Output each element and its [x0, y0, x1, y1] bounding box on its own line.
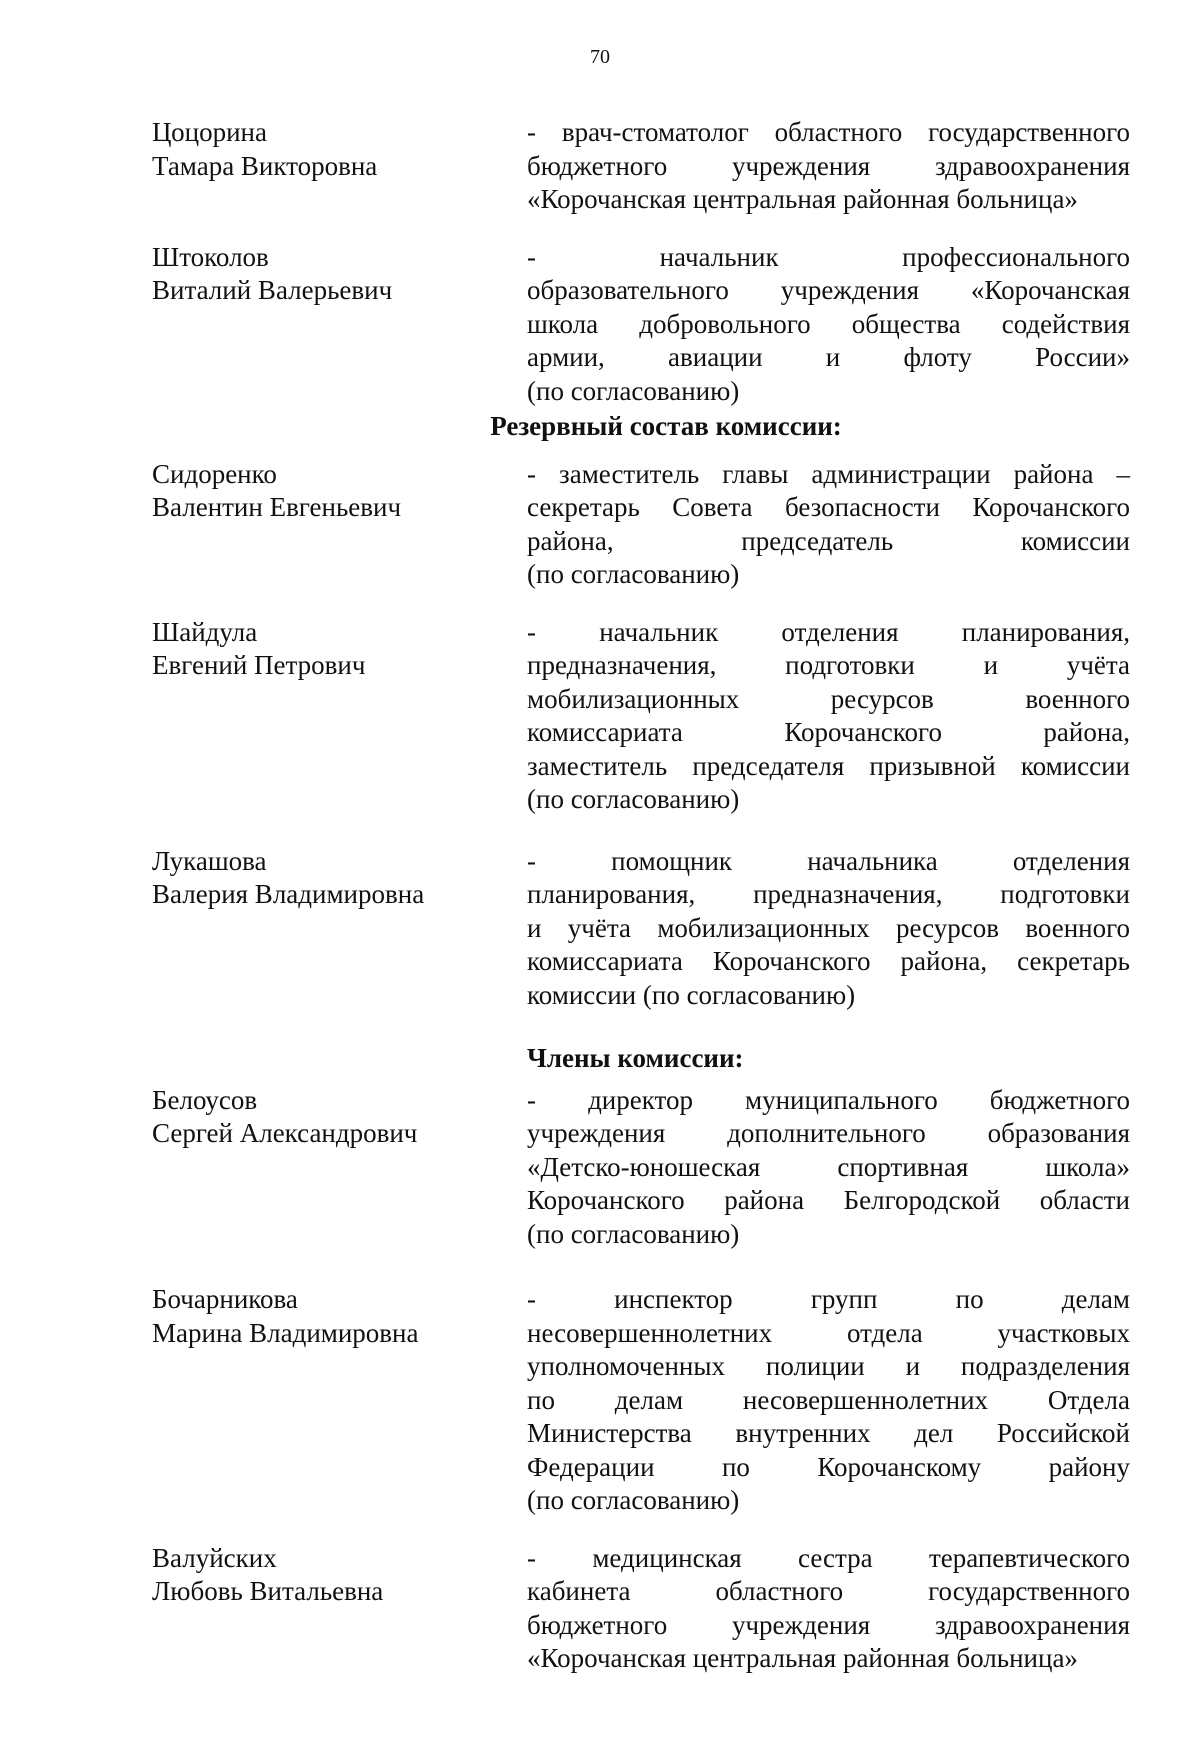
position-line: «Детско-юношеская спортивная школа»	[527, 1151, 1130, 1182]
position-line: школа добровольного общества содействия	[527, 308, 1130, 339]
position-line: Федерации по Корочанскому району	[527, 1451, 1130, 1482]
member-name	[152, 1283, 512, 1518]
position-line: «Корочанская центральная районная больница»	[527, 184, 1078, 214]
position-line: - директор муниципального бюджетного	[527, 1084, 1130, 1115]
member-surname: Штоколов	[152, 241, 269, 272]
member-given-names: Валерия Владимировна	[152, 879, 425, 909]
member-given-names: Любовь Витальевна	[152, 1576, 384, 1606]
member-entry	[152, 458, 1130, 592]
position-line: (по согласованию)	[527, 784, 740, 814]
position-line: заместитель председателя призывной комиссии	[527, 750, 1130, 781]
member-name	[152, 1542, 512, 1676]
member-given-names: Тамара Викторовна	[152, 150, 378, 181]
member-given-names: Виталий Валерьевич	[152, 275, 393, 305]
member-surname: Белоусов	[152, 1084, 258, 1115]
position-line: - начальник профессионального	[527, 241, 1130, 272]
position-line: - медицинская сестра терапевтического	[527, 1542, 1130, 1573]
member-surname: Сидоренко	[152, 458, 277, 489]
position-line: бюджетного учреждения здравоохранения	[527, 1609, 1130, 1640]
member-position	[527, 1283, 1130, 1518]
position-line: по делам несовершеннолетних Отдела	[527, 1384, 1130, 1415]
position-line: мобилизационных ресурсов военного	[527, 683, 1130, 714]
member-position	[527, 458, 1130, 592]
position-line: планирования, предназначения, подготовки	[527, 879, 1130, 909]
position-line: - инспектор групп по делам	[527, 1284, 1130, 1314]
member-name	[152, 241, 512, 409]
position-line: - начальник отделения планирования,	[527, 616, 1130, 647]
position-line: комиссии (по согласованию)	[527, 979, 856, 1010]
member-position	[527, 1542, 1130, 1676]
member-surname: Бочарникова	[152, 1284, 298, 1314]
members-heading: Члены комиссии:	[527, 1043, 744, 1073]
member-entry	[152, 616, 1130, 817]
position-line: образовательного учреждения «Корочанская	[527, 275, 1130, 305]
position-line: Корочанского района Белгородской области	[527, 1185, 1130, 1215]
position-line: уполномоченных полиции и подразделения	[527, 1351, 1130, 1381]
member-surname: Валуйских	[152, 1542, 277, 1573]
position-line: комиссариата Корочанского района, секретарь	[527, 946, 1130, 976]
position-line: и учёта мобилизационных ресурсов военного	[527, 912, 1130, 943]
position-line: комиссариата Корочанского района,	[527, 717, 1130, 747]
member-entry	[152, 1283, 1130, 1518]
member-name	[152, 845, 512, 1013]
position-line: предназначения, подготовки и учёта	[527, 650, 1130, 680]
reserve-composition-heading: Резервный состав комиссии:	[490, 411, 842, 441]
position-line: (по согласованию)	[527, 375, 740, 406]
page-number: 70	[590, 46, 610, 68]
position-line: секретарь Совета безопасности Корочанского	[527, 492, 1130, 522]
member-entry	[152, 116, 1130, 217]
position-line: «Корочанская центральная районная больница»	[527, 1643, 1078, 1673]
member-surname: Цоцорина	[152, 117, 267, 147]
position-line: кабинета областного государственного	[527, 1576, 1130, 1606]
member-position	[527, 616, 1130, 817]
member-entry	[152, 1542, 1130, 1676]
member-given-names: Евгений Петрович	[152, 650, 366, 680]
position-line: несовершеннолетних отдела участковых	[527, 1317, 1130, 1348]
member-position	[527, 116, 1130, 217]
position-line: учреждения дополнительного образования	[527, 1118, 1130, 1148]
member-entry	[152, 1084, 1130, 1252]
member-name	[152, 116, 512, 217]
member-position	[527, 241, 1130, 409]
position-line: бюджетного учреждения здравоохранения	[527, 150, 1130, 181]
member-given-names: Валентин Евгеньевич	[152, 492, 402, 522]
commission-list	[152, 116, 1130, 1676]
member-name	[152, 458, 512, 592]
member-surname: Лукашова	[152, 845, 267, 876]
position-line: - врач-стоматолог областного государственного	[527, 117, 1130, 147]
member-name	[152, 616, 512, 817]
member-position	[527, 1084, 1130, 1252]
member-entry	[152, 845, 1130, 1013]
position-line: - заместитель главы администрации района –	[527, 458, 1130, 489]
position-line: (по согласованию)	[527, 1218, 740, 1249]
member-name	[152, 1084, 512, 1252]
position-line: - помощник начальника отделения	[527, 845, 1130, 876]
position-line: района, председатель комиссии	[527, 525, 1130, 556]
member-given-names: Марина Владимировна	[152, 1317, 419, 1348]
position-line: (по согласованию)	[527, 1485, 740, 1515]
position-line: (по согласованию)	[527, 559, 740, 589]
member-given-names: Сергей Александрович	[152, 1118, 418, 1148]
position-line: Министерства внутренних дел Российской	[527, 1418, 1130, 1448]
member-entry	[152, 241, 1130, 409]
member-position	[527, 845, 1130, 1013]
member-surname: Шайдула	[152, 616, 258, 647]
position-line: армии, авиации и флоту России»	[527, 342, 1130, 372]
